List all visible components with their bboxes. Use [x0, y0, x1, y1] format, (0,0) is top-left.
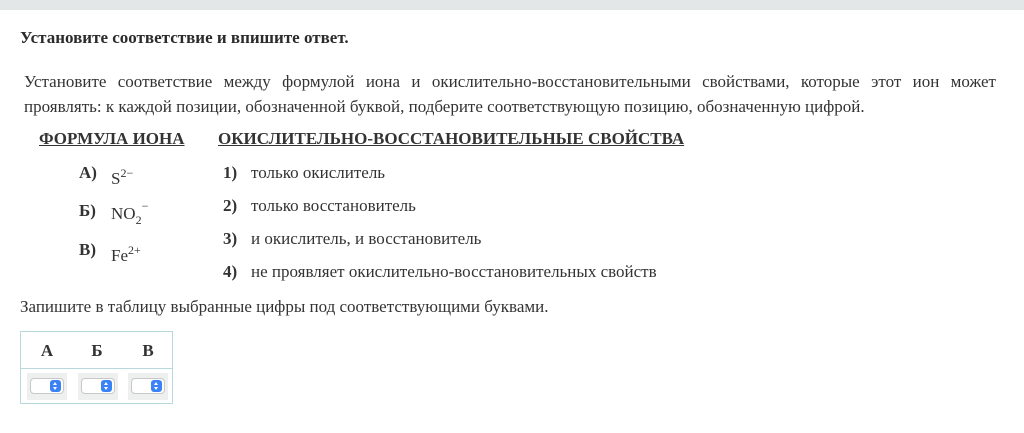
table-divider: [21, 368, 172, 369]
top-bar: [0, 0, 1024, 10]
column-header-properties: ОКИСЛИТЕЛЬНО-ВОССТАНОВИТЕЛЬНЫЕ СВОЙСТВА: [218, 129, 685, 148]
formula-letter-b: Б): [79, 201, 96, 220]
property-number-4: 4): [223, 262, 238, 281]
property-number-2: 2): [223, 196, 238, 215]
answer-header-c: В: [142, 341, 154, 360]
task-title: Установите соответствие и впишите ответ.: [20, 28, 349, 47]
answer-header-b: Б: [91, 341, 103, 360]
select-stepper-icon: [101, 380, 112, 392]
answer-select-b[interactable]: [81, 378, 115, 394]
formula-a-charge: 2−: [120, 166, 134, 180]
answer-select-a[interactable]: [30, 378, 64, 394]
formula-c: [111, 243, 141, 266]
select-stepper-icon: [151, 380, 162, 392]
formula-c-charge: 2+: [128, 243, 141, 257]
formula-a-base: S: [111, 169, 121, 188]
answer-header-a: А: [40, 341, 54, 360]
formula-letter-a: А): [79, 163, 97, 182]
formula-a: [111, 166, 133, 189]
formula-b-charge: −: [141, 199, 149, 213]
formula-b-base: NO: [111, 204, 136, 223]
property-text-3: и окислитель, и восстановитель: [251, 229, 482, 248]
property-number-1: 1): [223, 163, 238, 182]
property-text-2: только восстановитель: [251, 196, 416, 215]
property-number-3: 3): [223, 229, 238, 248]
answer-select-c[interactable]: [131, 378, 165, 394]
select-stepper-icon: [50, 380, 61, 392]
property-text-4: не проявляет окислительно-восстановительных свойств: [251, 262, 657, 281]
column-header-formula: ФОРМУЛА ИОНА: [39, 129, 185, 148]
task-description: Установите соответствие между формулой иона и окислительно-восстановительными свойствами, которые этот ион может проявлять: к каждой позиции, обозначенной буквой, подберите соответствующую позицию, обозначенную цифрой.: [24, 72, 996, 116]
formula-b-index: 2: [135, 213, 142, 227]
formula-b: [111, 199, 149, 228]
answer-instruction: Запишите в таблицу выбранные цифры под соответствующими буквами.: [20, 297, 549, 316]
property-text-1: только окислитель: [251, 163, 386, 182]
formula-letter-c: В): [79, 240, 96, 259]
formula-c-base: Fe: [111, 246, 128, 265]
answer-table: [20, 331, 173, 404]
